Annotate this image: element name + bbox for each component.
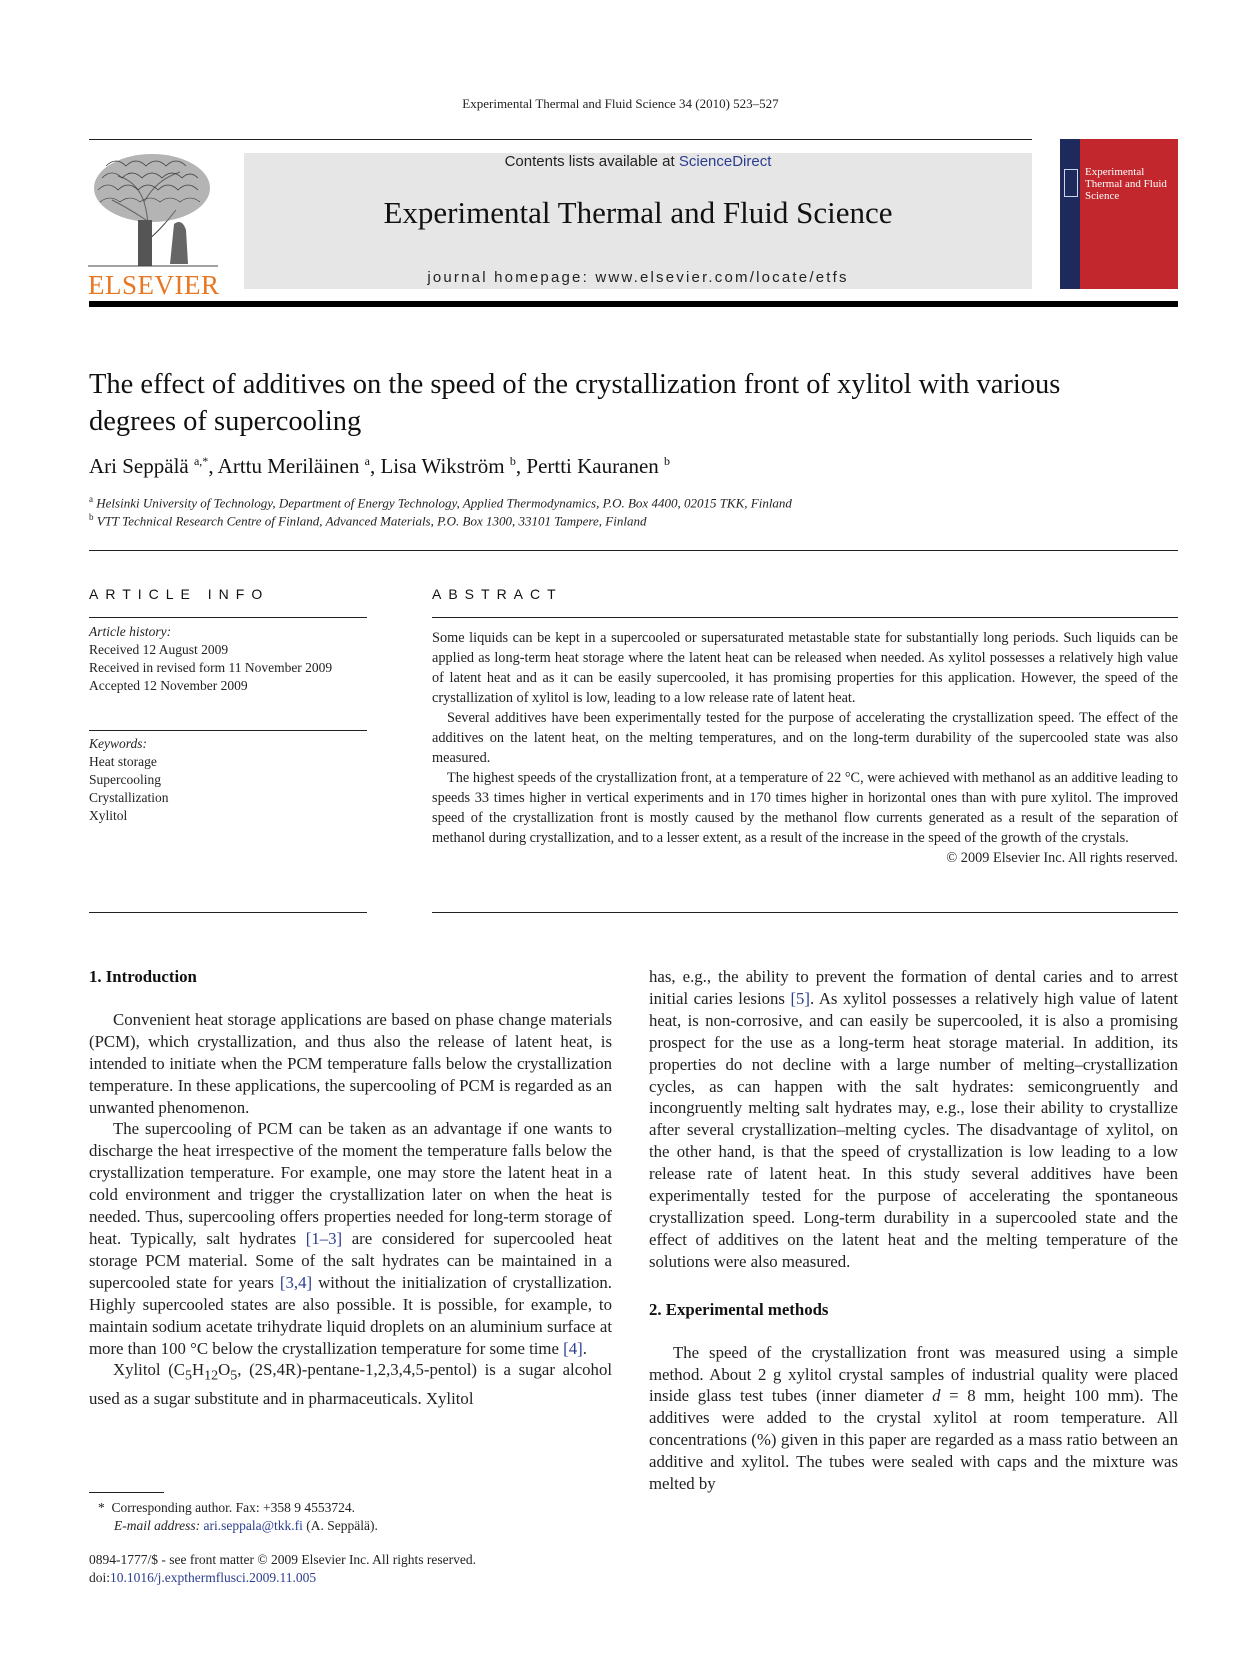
author-separator: , [369, 454, 381, 478]
abstract-paragraph: The highest speeds of the crystallization front, at a temperature of 22 °C, were achieved with methanol as an additive leading to speeds 33 times higher in vertical experiments and in 170 times higher in horizontal ones than with pure xylitol. The improved speed of the crystallization front is mostly caused by the methanol flow currents generated as a result of the separation of methanol during crystallization, and to a lesser extent, as a result of the increase in the speed of the growth of the crystals. [432, 770, 1178, 846]
text-run: H [192, 1360, 205, 1380]
affiliation-text: Helsinki University of Technology, Department of Energy Technology, Applied Thermodynamics, P.O. Box 4400, 02015 TKK, Finland [96, 495, 792, 511]
sciencedirect-link[interactable]: ScienceDirect [678, 153, 772, 170]
cover-strip [1060, 139, 1080, 289]
intro-paragraph: Convenient heat storage applications are based on phase change materials (PCM), which crystallization, and thus also the release of latent heat, is intended to initiate when the PCM temperature falls below the crystallization temperature. In these applications, the supercooling of PCM is regarded as an unwanted phenomenon. [89, 1009, 612, 1117]
author-name: Lisa Wikström [380, 454, 505, 478]
history-label: Article history: [89, 624, 172, 639]
author-separator: , [208, 454, 218, 478]
keywords-label: Keywords: [89, 736, 147, 751]
variable: d [932, 1386, 941, 1406]
accepted-date: Accepted 12 November 2009 [89, 678, 248, 693]
header-top-rule [89, 139, 1032, 140]
affiliation-mark: b [89, 512, 94, 522]
received-date: Received 12 August 2009 [89, 642, 229, 657]
abstract-bottom-rule [432, 912, 1178, 913]
publisher-logo-text: ELSEVIER [88, 270, 220, 300]
corresponding-footnote [98, 1499, 598, 1535]
text-run: . As xylitol possesses a relatively high value of latent heat, is non-corrosive, and can easily be supercooled, it is also a promising prospect for the use as a long-term heat storage material. In addition, its properties do not decline with a large number of melting–crystallization cycles, as can happen with the salt hydrates: semicongruently and incongruently melting salt hydrates may, e.g., lose their ability to crystallize after several crystallization–melting cycles. The disadvantage of xylitol, on the other hand, is that the speed of crystallization is low leading to a low release rate of latent heat. In this study several additives have been experimentally tested for the purpose of accelerating the spontaneous crystallization speed. Long-term durability in a supercooled state and the effect of additives on the latent heat and the melting temperature of the solutions were also measured. [649, 988, 1178, 1271]
cover-title: Experimental Thermal and Fluid Science [1085, 166, 1167, 202]
contents-prefix: Contents lists available at [504, 153, 679, 170]
email-name: (A. Seppälä). [306, 1518, 378, 1533]
abstract-heading: ABSTRACT [432, 586, 563, 602]
author-affil-mark: b [664, 454, 671, 468]
cover-badge-icon [1064, 169, 1078, 197]
footnote-rule [89, 1492, 164, 1493]
affiliation [89, 512, 1089, 529]
intro-paragraph [89, 1118, 612, 1359]
keyword: Heat storage [89, 754, 157, 769]
affiliation-text: VTT Technical Research Centre of Finland, Advanced Materials, P.O. Box 1300, 33101 Tampere, Finland [96, 513, 647, 529]
journal-homepage[interactable]: journal homepage: www.elsevier.com/locate/etfs [427, 269, 849, 286]
article-info-rule [89, 617, 367, 618]
author-name: Ari Seppälä [89, 454, 189, 478]
affiliation-mark: a [89, 494, 93, 504]
author-affil-mark: a,* [193, 454, 209, 468]
doi-link[interactable]: 10.1016/j.expthermflusci.2009.11.005 [110, 1570, 317, 1585]
abstract-copyright: © 2009 Elsevier Inc. All rights reserved. [946, 850, 1178, 866]
keyword: Xylitol [89, 808, 128, 823]
abstract-rule [432, 617, 1178, 618]
right-column [649, 966, 1178, 1495]
abstract-paragraph: Some liquids can be kept in a supercooled or supersaturated metastable state for substantially long periods. Such liquids can be applied as long-term heat storage where the latent heat can be released when needed. As xylitol possesses a relatively high value of latent heat and as it can be easily supercooled, it has promising properties for this application. However, the speed of the crystallization of xylitol is low, leading to a low release rate of latent heat. [432, 630, 1178, 706]
keywords-rule [89, 730, 367, 731]
subscript: 5 [230, 1368, 238, 1384]
text-run: The supercooling of PCM can be taken as an advantage if one wants to discharge the heat irrespective of the moment the temperature falls below the crystallization temperature. For example, one may store the latent heat in a cold environment and trigger the crystallization later on when the heat is needed. Thus, supercooling offers properties needed for long-term storage of heat. Typically, salt hydrates [89, 1119, 612, 1248]
journal-title: Experimental Thermal and Fluid Science [383, 195, 893, 230]
methods-paragraph [649, 1342, 1178, 1495]
elsevier-tree-logo [88, 150, 220, 300]
text-run: O [218, 1360, 231, 1380]
text-run: has, e.g., the ability to prevent the formation of dental caries and to arrest initial caries lesions [649, 967, 1178, 1008]
article-info-bottom-rule [89, 912, 367, 913]
article-title: The effect of additives on the speed of the crystallization front of xylitol with various degrees of supercooling [89, 369, 1061, 437]
affiliations-rule [89, 550, 1178, 551]
citation-link[interactable]: [5] [790, 988, 811, 1008]
author-list [89, 454, 1089, 479]
intro-paragraph [89, 1359, 612, 1409]
text-run: are considered for supercooled heat storage PCM material. Some of the salt hydrates can be maintained in a supercooled state for years [89, 1228, 613, 1292]
text-run: without the initialization of crystallization. Highly supercooled states are also possible. It is possible, for example, to maintain sodium acetate trihydrate liquid droplets on an aluminium surface at more than 100 °C below the crystallization temperature for some time [89, 1272, 612, 1358]
contents-line [244, 153, 1032, 170]
left-column [89, 966, 612, 1410]
article-history [89, 623, 379, 695]
affiliation [89, 494, 1089, 511]
abstract-body [432, 628, 1178, 868]
text-run: , (2S,4R)-pentane-1,2,3,4,5-pentol) is a sugar alcohol used as a sugar substitute and in pharmaceuticals. Xylitol [89, 1360, 612, 1408]
author-affil-mark: b [509, 454, 516, 468]
author-separator: , [515, 454, 527, 478]
email-link[interactable]: ari.seppala@tkk.fi [203, 1518, 303, 1533]
header-bottom-rule [89, 301, 1178, 307]
author-name: Pertti Kauranen [526, 454, 659, 478]
citation-link[interactable]: [4] [563, 1338, 583, 1358]
keyword: Supercooling [89, 772, 161, 787]
elsevier-tree-icon [88, 150, 218, 268]
subscript: 5 [185, 1368, 192, 1384]
revised-date: Received in revised form 11 November 2009 [89, 660, 333, 675]
journal-cover-thumbnail [1060, 139, 1178, 289]
body-paragraph [649, 966, 1178, 1273]
text-run: . [582, 1338, 587, 1358]
article-info-heading: ARTICLE INFO [89, 586, 270, 602]
doi-label: doi: [89, 1570, 111, 1585]
section-heading-introduction: 1. Introduction [89, 967, 197, 986]
citation-link[interactable]: [1–3] [305, 1228, 343, 1248]
keyword: Crystallization [89, 790, 169, 805]
front-matter [89, 1551, 649, 1587]
author-name: Arttu Meriläinen [217, 454, 360, 478]
running-head: Experimental Thermal and Fluid Science 34 (2010) 523–527 [462, 96, 779, 111]
section-heading-methods: 2. Experimental methods [649, 1299, 829, 1319]
footnote-star: * [98, 1500, 105, 1515]
corresponding-author-text: Corresponding author. Fax: +358 9 4553724. [111, 1500, 355, 1515]
citation-link[interactable]: [3,4] [279, 1272, 313, 1292]
journal-banner [244, 153, 1032, 289]
abstract-paragraph: Several additives have been experimentally tested for the purpose of accelerating the crystallization speed. The effect of the additives on the latent heat, on the melting temperatures, and on the long-term durability of the supercooled state was also measured. [432, 710, 1178, 766]
keywords-block [89, 735, 379, 825]
text-run: = 8 mm, height 100 mm). The additives were added to the crystal xylitol at room temperature. All concentrations (%) given in this paper are regarded as a mass ratio between an additive and xylitol. The tubes were sealed with caps and the mixture was melted by [649, 1386, 1178, 1494]
front-matter-text: 0894-1777/$ - see front matter © 2009 Elsevier Inc. All rights reserved. [89, 1552, 477, 1567]
text-run: The speed of the crystallization front was measured using a simple method. About 2 g xylitol crystal samples of industrial quality were placed inside glass test tubes (inner diameter [649, 1342, 1178, 1406]
subscript: 12 [204, 1368, 219, 1384]
email-label: E-mail address: [114, 1518, 201, 1533]
author-affil-mark: a [364, 454, 370, 468]
text-run: Xylitol (C [113, 1360, 185, 1380]
